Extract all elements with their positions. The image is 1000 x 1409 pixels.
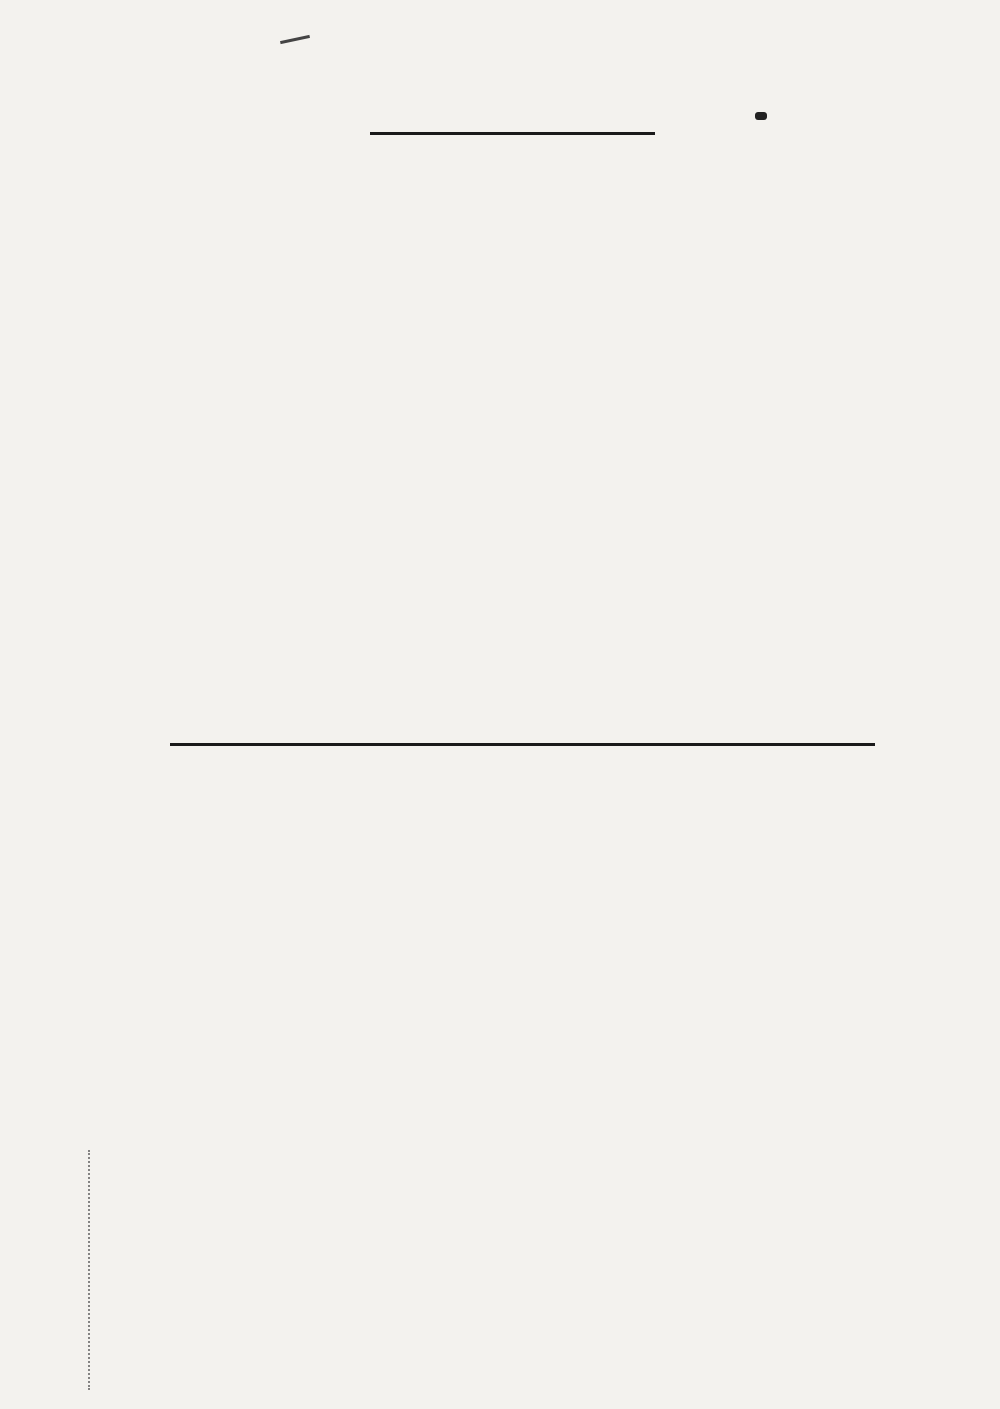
masthead (370, 88, 655, 135)
section-divider (170, 743, 875, 746)
scan-mark (280, 35, 310, 44)
masthead-dot (755, 112, 767, 120)
binding-edge-mark (88, 1150, 102, 1390)
